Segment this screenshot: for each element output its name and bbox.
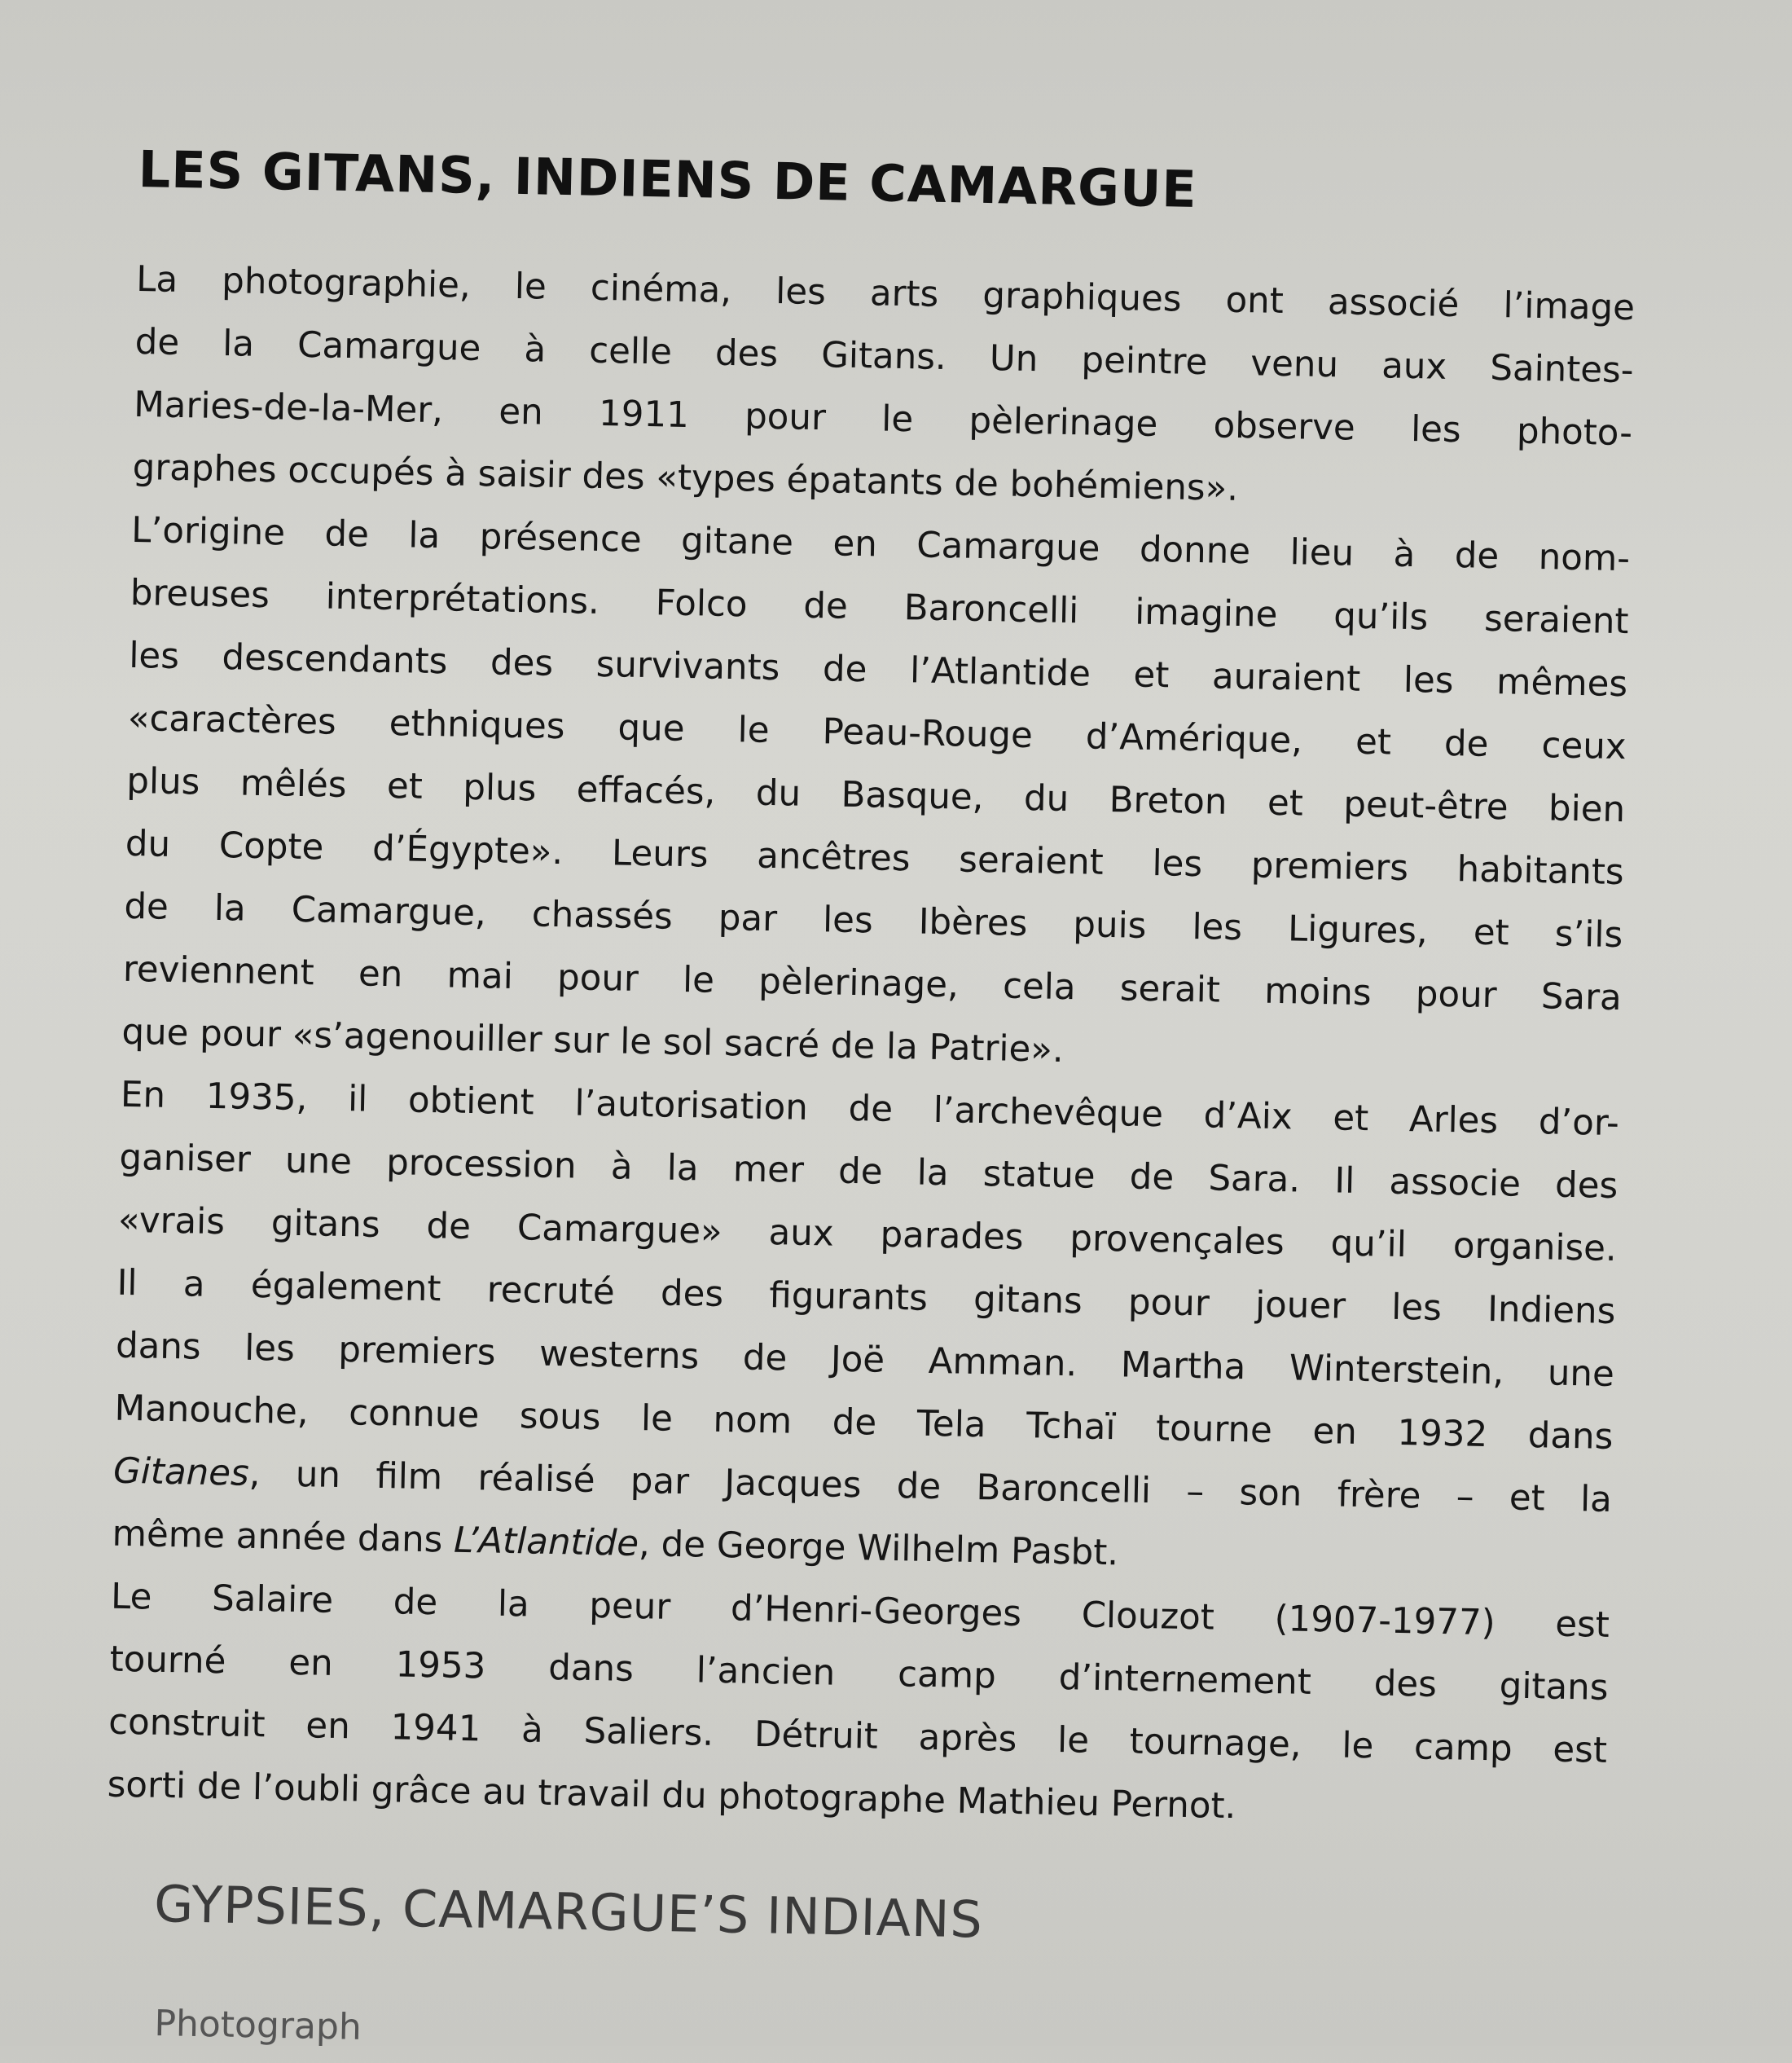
- english-subtitle: GYPSIES, CAMARGUE’S INDIANS: [153, 1874, 984, 1950]
- body-line: Il a également recruté des figurants gitans pour jouer les Indiens: [116, 1263, 1616, 1333]
- article: [107, 140, 1637, 1845]
- paragraph-2: [121, 499, 1631, 1093]
- body-line: de la Camargue à celle des Gitans. Un peintre venu aux Saintes-: [134, 322, 1634, 392]
- body-line: construit en 1941 à Saliers. Détruit après le tournage, le camp est: [108, 1701, 1608, 1772]
- body-line: ganiser une procession à la mer de la statue de Sara. Il associe des: [119, 1137, 1619, 1207]
- body-line: de la Camargue, chassés par les Ibères puis les Ligures, et s’ils: [123, 886, 1623, 957]
- paragraph-3: [112, 1064, 1619, 1595]
- film-title-atlantide: L’Atlantide: [453, 1520, 639, 1565]
- body-line-text: même année dans: [112, 1513, 455, 1561]
- body-line-text: , de George Wilhelm Pasbt.: [638, 1524, 1119, 1574]
- body-line: La photographie, le cinéma, les arts graphiques ont associé l’image: [135, 259, 1636, 329]
- body-line: que pour «s’agenouiller sur le sol sacré de la Patrie».: [121, 1012, 1065, 1071]
- body-line: «caractères ethniques que le Peau-Rouge d’Amérique, et de ceux: [127, 698, 1627, 768]
- body-line: reviennent en mai pour le pèlerinage, cela serait moins pour Sara: [122, 949, 1623, 1019]
- body-line: Le Salaire de la peur d’Henri-Georges Clouzot (1907-1977) est: [110, 1576, 1610, 1647]
- body-line: En 1935, il obtient l’autorisation de l’archevêque d’Aix et Arles d’or-: [120, 1075, 1620, 1145]
- body-line: Maries-de-la-Mer, en 1911 pour le pèlerinage observe les photo-: [133, 385, 1633, 455]
- body-line: L’origine de la présence gitane en Camargue donne lieu à de nom-: [130, 510, 1631, 580]
- body-line: «vrais gitans de Camargue» aux parades provençales qu’il organise.: [117, 1200, 1618, 1270]
- body-line: du Copte d’Égypte». Leurs ancêtres seraient les premiers habitants: [125, 824, 1625, 894]
- body-line: dans les premiers westerns de Joë Amman. Martha Winterstein, une: [115, 1325, 1615, 1396]
- paragraph-4: [107, 1566, 1610, 1845]
- body-line-text: , un film réalisé par Jacques de Baroncelli – son frère – et la: [248, 1454, 1613, 1521]
- body-line: les descendants des survivants de l’Atlantide et auraient les mêmes: [128, 636, 1628, 706]
- body-line: breuses interprétations. Folco de Baroncelli imagine qu’ils seraient: [130, 573, 1629, 643]
- body-line: sorti de l’oubli grâce au travail du photographe Mathieu Pernot.: [107, 1764, 1236, 1828]
- film-title-gitanes: Gitanes: [112, 1450, 250, 1495]
- body-line: plus mêlés et plus effacés, du Basque, du Breton et peut-être bien: [125, 761, 1626, 831]
- paragraph-1: [132, 249, 1636, 528]
- body-line: graphes occupés à saisir des «types épatants de bohémiens».: [132, 447, 1239, 510]
- article-title: LES GITANS, INDIENS DE CAMARGUE: [138, 139, 1198, 219]
- cutoff-caption: Photograph: [154, 2003, 362, 2048]
- article-body: [107, 249, 1636, 1845]
- body-line: tourné en 1953 dans l’ancien camp d’internement des gitans: [109, 1639, 1609, 1709]
- body-line: Manouche, connue sous le nom de Tela Tchaï tourne en 1932 dans: [114, 1388, 1614, 1458]
